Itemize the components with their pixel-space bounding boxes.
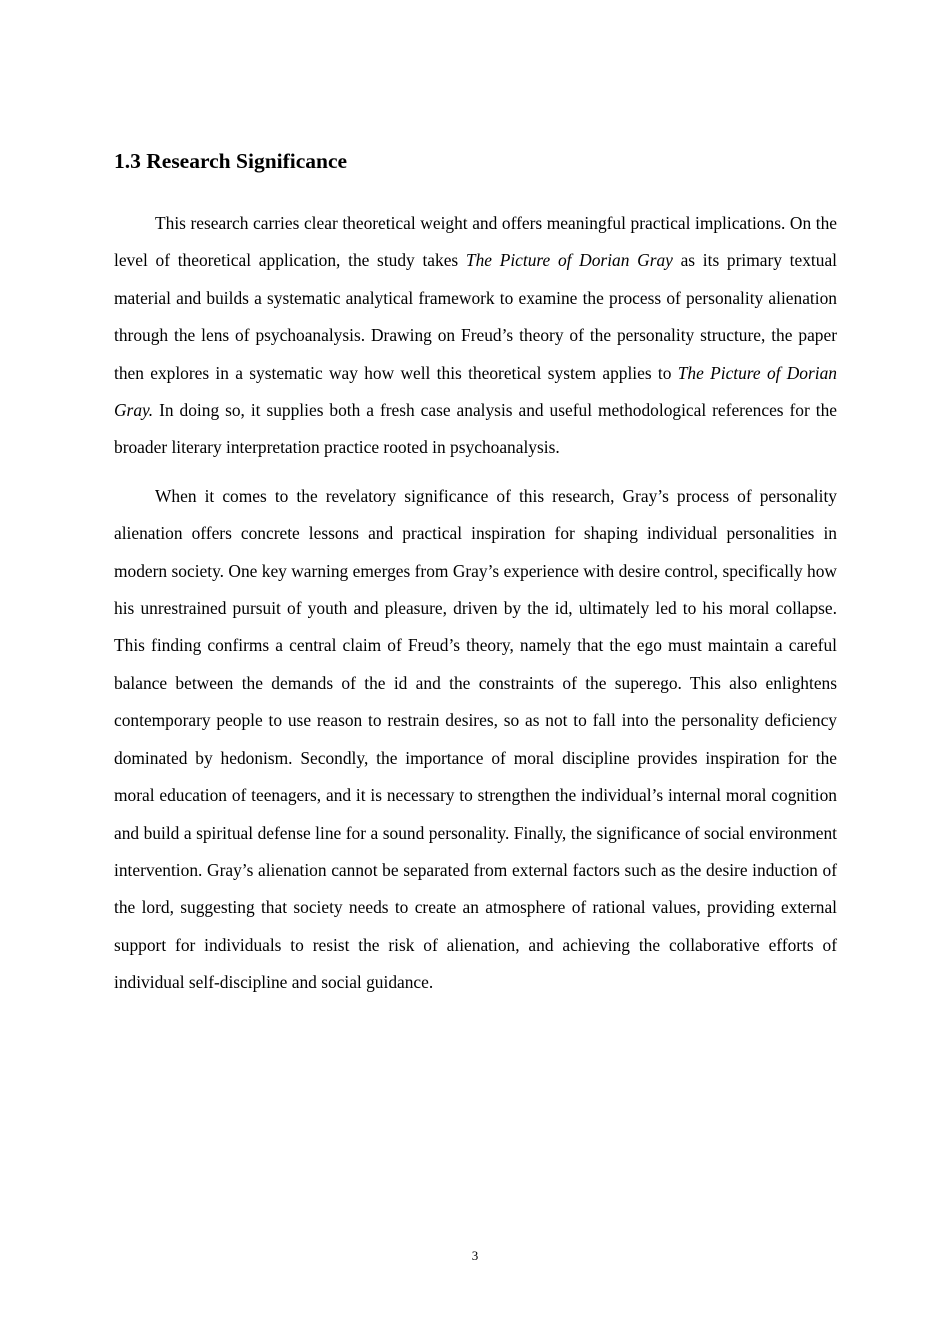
page-number: 3 xyxy=(471,1248,479,1263)
book-title: The Picture of Dorian Gray. xyxy=(114,362,837,421)
paragraph-revelatory-significance: When it comes to the revelatory significance of this research, Gray’s process of personality alienation offers concrete lessons and practical inspiration for shaping individual personalities in modern society. One key warning emerges from Gray’s experience with desire control, specifically how his unrestrained pursuit of youth and pleasure, driven by the id, ultimately led to his moral collapse. This finding confirms a central claim of Freud’s theory, namely that the ego must maintain a careful balance between the demands of the id and the constraints of the superego. This also enlightens contemporary people to use reason to restrain desires, so as not to fall into the personality deficiency dominated by hedonism. Secondly, the importance of moral discipline provides inspiration for the moral education of teenagers, and it is necessary to strengthen the individual’s internal moral cognition and build a spiritual defense line for a sound personality. Finally, the significance of social environment intervention. Gray’s alienation cannot be separated from external factors such as the desire induction of the lord, suggesting that society needs to create an atmosphere of rational values, providing external support for individuals to resist the risk of alienation, and achieving the collaborative efforts of individual self-discipline and social guidance. xyxy=(114,485,837,993)
paragraph-text: as its primary textual material and builds a systematic analytical framework to examine the process of personality alienation through the lens of psychoanalysis. Drawing on Freud’s theory of the personality structure, the paper then explores in a systematic way how well this theoretical system applies to xyxy=(114,250,837,383)
paragraph-text: This research carries clear theoretical weight and offers meaningful practical implications. On the level of theoretical application, the study takes xyxy=(114,213,837,271)
section-body xyxy=(114,205,837,1002)
book-title: The Picture of Dorian Gray xyxy=(465,250,673,271)
section-heading: 1.3 Research Significance xyxy=(114,149,348,173)
paragraph-text: In doing so, it supplies both a fresh case analysis and useful methodological references for the broader literary interpretation practice rooted in psychoanalysis. xyxy=(114,400,837,458)
paragraph-theoretical-significance xyxy=(114,205,837,467)
